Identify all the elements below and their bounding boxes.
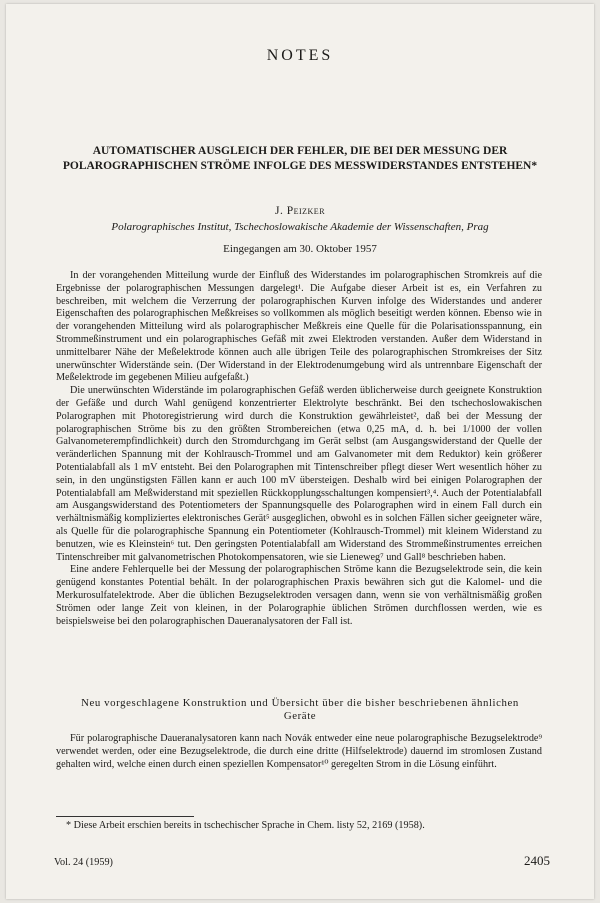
- article-title: AUTOMATISCHER AUSGLEICH DER FEHLER, DIE BEI DER MESSUNG DER POLAROGRAPHISCHEN STRÖME INFOLGE DES MESSWIDERSTANDES ENTSTEHEN*: [62, 145, 538, 172]
- section-header: NOTES: [266, 47, 334, 64]
- received-date: Eingegangen am 30. Oktober 1957: [223, 243, 377, 255]
- page-number: 2405: [524, 853, 550, 868]
- paragraph: Für polarographische Daueranalysatoren kann nach Novák entweder eine neue polarographische Bezugselektrode⁹ verwendet werden, oder eine Bezugselektrode, die durch eine dritte (Hilfselektrode) dauernd im stromlosen Zustand gehalten wird, welche einen durch einen speziellen Kompensator¹⁰ geregelten Strom in die Lösung einführt.: [56, 733, 542, 770]
- footnote: * Diese Arbeit erschien bereits in tschechischer Sprache in Chem. listy 52, 2169 (1958).: [66, 820, 425, 831]
- author-affiliation: Polarographisches Institut, Tschechoslowakische Akademie der Wissenschaften, Prag: [111, 221, 489, 233]
- article-body-continued: [56, 733, 542, 771]
- article-author: J. Peizker: [274, 205, 326, 217]
- footnote-rule: [56, 816, 194, 817]
- journal-page: [6, 4, 594, 899]
- paragraph: Eine andere Fehlerquelle bei der Messung der polarographischen Ströme kann die Bezugselektrode sein, die kein genügend konstantes Potential behält. In der polarographischen Praxis bewähren sich gut die Kalomel- und die Merkurosulfatelektrode. Aber die üblichen Bezugselektroden versagen dann, wenn sie von verhältnismäßig großen Strömen oder lange Zeit von kleinen, in der Polarographie üblichen Strömen durchflossen werden, wie es beispielsweise bei den polarographischen Daueranalysatoren der Fall ist.: [56, 564, 542, 627]
- paragraph: In der vorangehenden Mitteilung wurde der Einfluß des Widerstandes im polarographischen Stromkreis auf die Ergebnisse der polarographischen Messungen dargelegt¹. Die Aufgabe dieser Arbeit ist es, ein Verfahren zu beschreiben, mit welchem die Verzerrung der polarographischen Kurven infolge des Widerstandes und anderer Eigenschaften des polarographischen Meßkreises so vollkommen als möglich beseitigt werden können. Ebenso wie in der vorangehenden Mitteilung wird als polarographischer Meßkreis eine Quelle für die Polarisationsspannung, ein Strommeßinstrument und ein polarographisches Gefäß mit zwei Elektroden verstanden. Außer dem Widerstand in unmittelbarer Nähe der Meßelektrode können auch alle übrigen Teile des polarographischen Stromkreises der Sitz unerwünschter Widerstände sein. (Der Widerstand in der Elektrodenumgebung wird als untrennbare Eigenschaft der Meßelektrode im gegebenen Milieu aufgefaßt.): [56, 270, 542, 384]
- volume-info: Vol. 24 (1959): [54, 857, 113, 868]
- section-subheading: Neu vorgeschlagene Konstruktion und Übersicht über die bisher beschriebenen ähnlichen Geräte: [81, 697, 519, 722]
- article-body: [56, 270, 542, 628]
- paragraph: Die unerwünschten Widerstände im polarographischen Gefäß werden üblicherweise durch geeignete Konstruktion der Gefäße und durch Wahl genügend konzentrierter Elektrolyte beschränkt. Bei den tschechoslowakischen Polarographen mit Photoregistrierung wird durch die Konstruktion gewährleistet², daß bei der Messung der polarographischen Ströme bis zu den größten Strombereichen (etwa 0,25 mA, d. h. bei 1/1000 der vollen Galvanometerempfindlichkeit) durch den Stromdurchgang im Gerät selbst (am Ausgangswiderstand der Quelle der veränderlichen Spannung mit der Kohlrausch-Trommel und am Galvanometer mit dem Reduktor) kein größerer Potentialabfall als 1 mV entsteht. Bei den Polarographen mit Tintenschreiber pflegt dieser Wert wesentlich höher zu sein, in den ungünstigsten Fällen kann er auch 100 mV übersteigen. Deshalb wird bei einigen Polarographen der Potentialabfall am Meßwiderstand mit speziellen Rückkopplungsschaltungen kompensiert³,⁴. Auch der Potentialabfall am Ausgangswiderstand des Potentiometers der Spannungsquelle des Polarographen wird in einem Fall durch ein verhältnismäßig kompliziertes elektronisches Gerät⁵ ausgeglichen, obwohl es in solchen Fällen sicher geeigneter wäre, als Quelle für die polarographische Spannung ein Potentiometer (Kohlrausch-Trommel) mit kleinem Widerstand zu benutzen, wie es Kleinstein⁶ tut. Den geringsten Potentialabfall am Widerstand des Strommeßinstrumentes erreichen Tintenschreiber mit galvanometrischen Photokompensatoren, wie sie Lieneweg⁷ und Gall⁸ beschrieben haben.: [56, 385, 542, 563]
